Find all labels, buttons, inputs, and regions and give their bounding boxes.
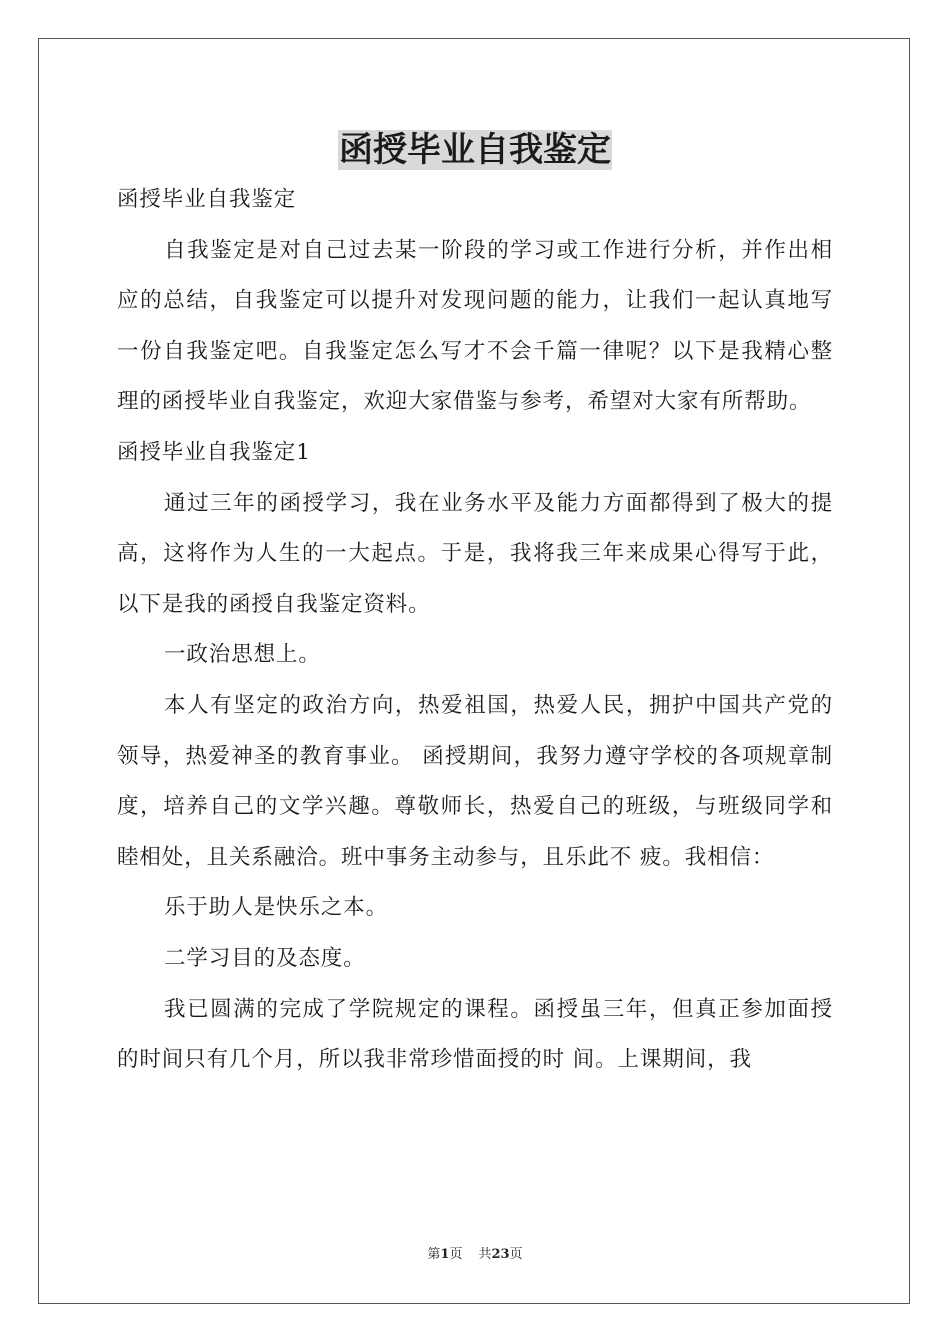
paragraph-intro: 自我鉴定是对自己过去某一阶段的学习或工作进行分析，并作出相应的总结，自我鉴定可以提升对发现问题的能力，让我们一起认真地写一份自我鉴定吧。自我鉴定怎么写才不会千篇一律呢？以下是我精心整理的函授毕业自我鉴定，欢迎大家借鉴与参考，希望对大家有所帮助。 [117, 237, 833, 415]
page-number: 1 [440, 1247, 450, 1262]
total-suffix: 页 [509, 1247, 523, 1262]
document-title-text: 函授毕业自我鉴定 [339, 130, 611, 170]
paragraph-section-1-intro: 通过三年的函授学习，我在业务水平及能力方面都得到了极大的提高，这将作为人生的一大起点。于是，我将我三年来成果心得写于此，以下是我的函授自我鉴定资料。 [117, 490, 833, 617]
total-prefix: 共 [478, 1247, 492, 1262]
subheading-political-thought: 一政治思想上。 [164, 642, 321, 668]
total-pages: 23 [491, 1247, 510, 1262]
document-title [0, 128, 950, 172]
paragraph-helping-others: 乐于助人是快乐之本。 [164, 895, 389, 921]
section-heading-1: 函授毕业自我鉴定1 [117, 439, 311, 465]
paragraph-study-attitude: 我已圆满的完成了学院规定的课程。函授虽三年，但真正参加面授的时间只有几个月，所以我非常珍惜面授的时 间。上课期间，我 [117, 996, 833, 1073]
subheading-study-attitude: 二学习目的及态度。 [164, 945, 366, 971]
paragraph-political-thought: 本人有坚定的政治方向，热爱祖国，热爱人民，拥护中国共产党的领导，热爱神圣的教育事业。 函授期间，我努力遵守学校的各项规章制度，培养自己的文学兴趣。尊敬师长，热爱自己的班级，与班级同学和睦相处，且关系融洽。班中事务主动参与，且乐此不 疲。我相信： [117, 692, 833, 870]
page-footer [0, 1246, 950, 1264]
document-body [117, 175, 833, 1086]
page-prefix: 第 [427, 1247, 441, 1262]
page-suffix: 页 [449, 1247, 463, 1262]
paragraph-subtitle: 函授毕业自我鉴定 [117, 187, 297, 212]
